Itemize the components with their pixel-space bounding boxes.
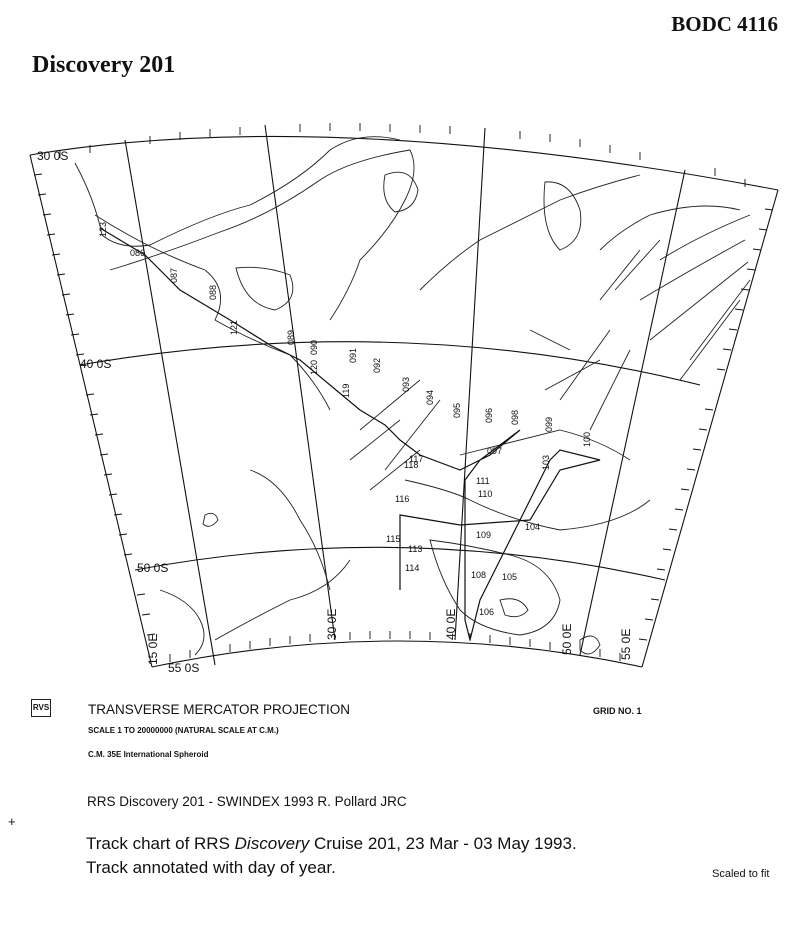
track-label: 091 — [348, 347, 358, 363]
track-label: 088 — [208, 284, 218, 300]
central-meridian: C.M. 35E International Spheroid — [88, 750, 209, 759]
projection-title: TRANSVERSE MERCATOR PROJECTION — [88, 702, 351, 717]
track-label: 108 — [471, 570, 487, 580]
track-label: 100 — [582, 431, 592, 447]
ship-name: Discovery — [234, 834, 310, 853]
rvs-logo: RVS — [31, 699, 51, 717]
lon-label-15e: 15 0E — [146, 633, 160, 665]
track-label: 116 — [395, 494, 410, 504]
track-label: 105 — [502, 572, 518, 582]
parallel-40s — [80, 339, 700, 385]
map-frame-top — [30, 136, 778, 190]
track-label: 087 — [169, 267, 179, 283]
track-label: 109 — [476, 530, 492, 540]
longitude-labels — [146, 609, 633, 665]
track-label: 118 — [404, 460, 419, 470]
track-label: 106 — [479, 607, 495, 617]
lon-label-40e: 40 0E — [444, 608, 458, 640]
lat-label-30s: 30 0S — [37, 149, 69, 163]
lat-label-40s: 40 0S — [80, 357, 112, 371]
track-label: 114 — [405, 563, 420, 573]
track-label: 098 — [510, 409, 520, 425]
map-frame-right — [642, 190, 778, 667]
meridian-40e — [455, 128, 485, 640]
track-label: 097 — [487, 446, 503, 456]
lat-label-55s: 55 0S — [168, 661, 200, 675]
track-label: 120 — [309, 359, 319, 375]
scaled-to-fit-note: Scaled to fit — [712, 868, 770, 880]
track-label: 089 — [286, 329, 296, 345]
track-label: 111 — [476, 476, 490, 486]
track-label: 090 — [309, 339, 319, 355]
map-frame-left — [30, 155, 152, 667]
track-label: 110 — [478, 489, 493, 499]
document-id: BODC 4116 — [671, 12, 778, 36]
registration-mark: + — [8, 814, 16, 829]
caption-line-1: Track chart of RRS Discovery Cruise 201, 23 Mar - 03 May 1993. — [86, 834, 577, 853]
cruise-credit: RRS Discovery 201 - SWINDEX 1993 R. Pollard JRC — [87, 794, 407, 809]
meridian-50e — [580, 170, 685, 655]
track-label: 117 — [409, 454, 424, 464]
map-scale: SCALE 1 TO 20000000 (NATURAL SCALE AT C.M.) — [88, 726, 279, 735]
track-label: 099 — [544, 416, 554, 432]
track-label: 123 — [98, 221, 108, 237]
track-label: 093 — [401, 376, 411, 392]
track-label: 104 — [525, 522, 541, 532]
caption-line-2: Track annotated with day of year. — [86, 858, 336, 877]
bathymetry-contours — [75, 137, 750, 655]
lon-label-55e: 55 0E — [619, 628, 633, 660]
track-label: 119 — [341, 383, 351, 398]
cruise-title: Discovery 201 — [32, 52, 176, 78]
grid-number: GRID NO. 1 — [593, 706, 642, 716]
track-label: 092 — [372, 357, 382, 373]
track-label: 115 — [386, 534, 401, 544]
meridian-30e — [265, 125, 335, 640]
track-label: 121 — [229, 319, 239, 335]
lon-label-50e: 50 0E — [560, 623, 574, 655]
track-label: 113 — [408, 544, 423, 554]
lon-label-30e: 30 0E — [325, 608, 339, 640]
lat-label-50s: 50 0S — [137, 561, 169, 575]
track-label: 095 — [452, 402, 462, 418]
track-label: 086 — [130, 248, 146, 258]
track-label: 096 — [484, 407, 494, 423]
meridian-a — [125, 140, 215, 665]
track-label: 103 — [541, 454, 551, 470]
track-label: 094 — [425, 389, 435, 405]
